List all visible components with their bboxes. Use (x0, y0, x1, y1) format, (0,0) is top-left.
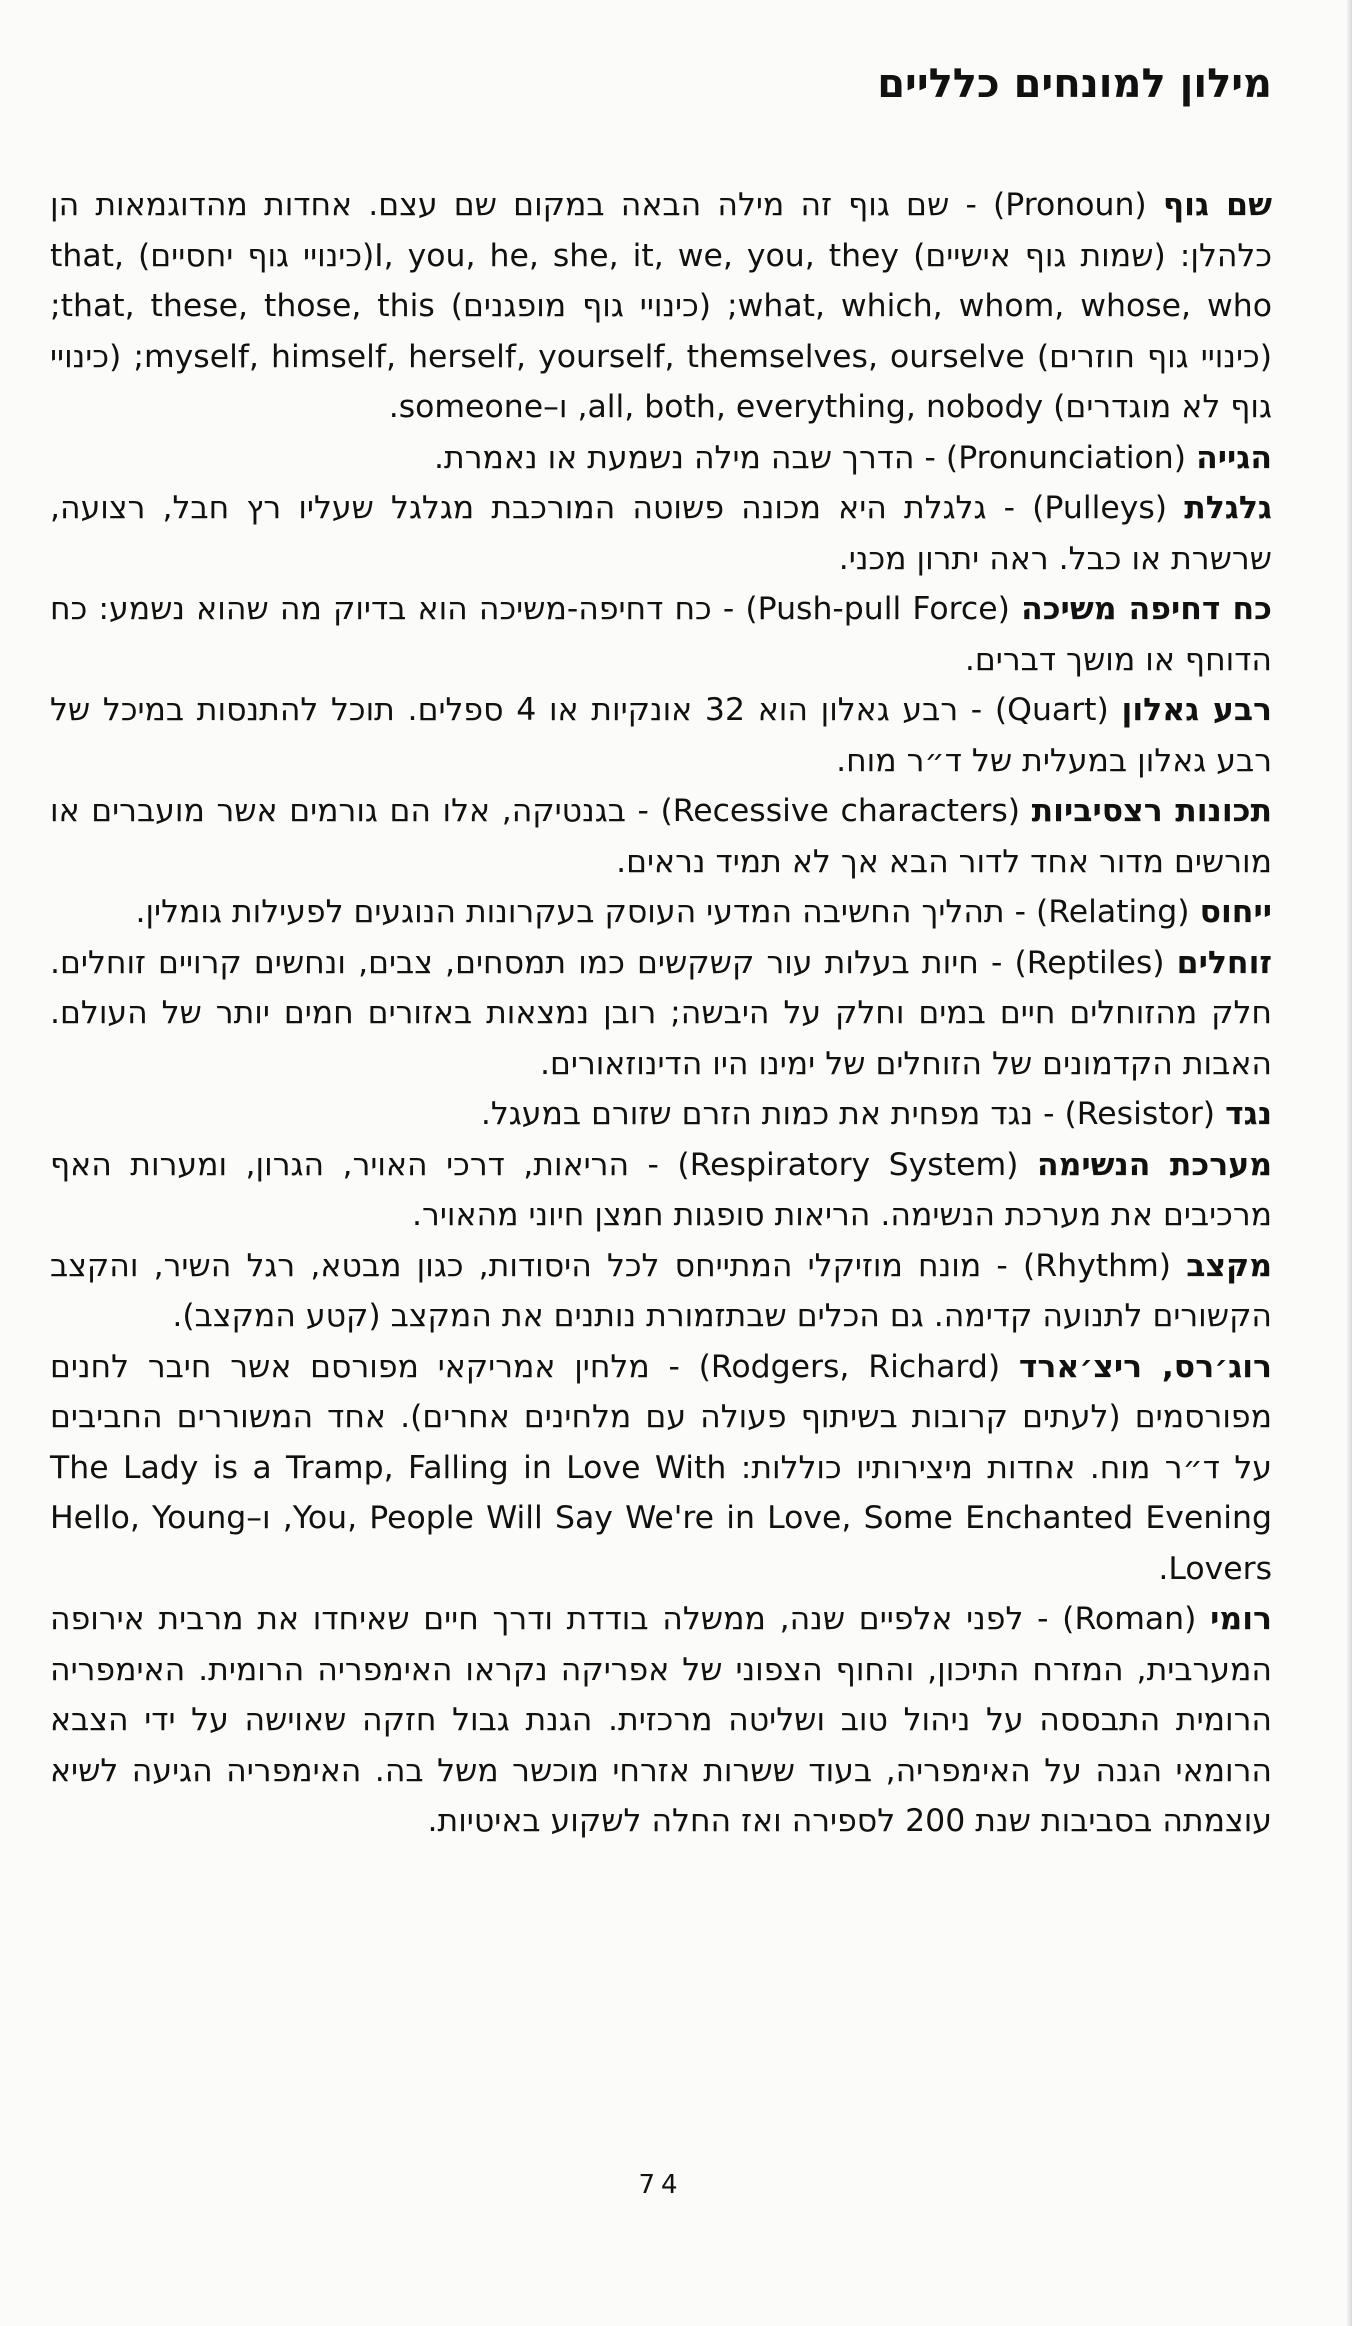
entry-term: נגד (1225, 1096, 1272, 1132)
entry-english-term: (Pronoun) (993, 187, 1147, 223)
glossary-entry (50, 180, 1272, 433)
entry-english-term: (Respiratory System) (677, 1146, 1019, 1183)
book-page (50, 60, 1272, 2280)
glossary-entry (50, 685, 1272, 786)
glossary-entry (50, 1241, 1272, 1342)
glossary-entry (50, 1594, 1272, 1847)
entry-definition: - חיות בעלות עור קשקשים כמו תמסחים, צבים, ונחשים קרויים זוחלים. חלק מהזוחלים חיים במים וחלק על היבשה; רובן נמצאות באזורים חמים יותר של העולם. האבות הקדמונים של הזוחלים של ימינו היו הדינוזאורים. (50, 944, 1272, 1082)
entry-definition: - בגנטיקה, אלו הם גורמים אשר מועברים או מורשים מדור אחד לדור הבא אך לא תמיד נראים. (50, 793, 1272, 880)
entry-term: ייחוס (1199, 894, 1272, 930)
entry-term: רומי (1210, 1601, 1273, 1637)
entry-english-term: (Recessive characters) (660, 793, 1021, 829)
entry-english-term: (Rodgers, Richard) (698, 1348, 1001, 1385)
entry-english-term: (Roman) (1062, 1601, 1197, 1637)
entry-definition: - רבע גאלון הוא 32 אונקיות או 4 ספלים. תוכל להתנסות במיכל של רבע גאלון במעלית של ד״ר מוח. (50, 692, 1272, 779)
glossary-entry (50, 887, 1272, 938)
entry-term: זוחלים (1176, 944, 1273, 981)
entry-english-term: (Pulleys) (1032, 490, 1168, 526)
entry-term: רבע גאלון (1121, 692, 1273, 728)
entry-english-term: (Push-pull Force) (745, 591, 1010, 627)
glossary-entry (50, 1140, 1272, 1241)
entry-english-term: (Rhythm) (1022, 1247, 1172, 1284)
entry-english-term: (Resistor) (1064, 1096, 1216, 1132)
entry-definition: - מלחין אמריקאי מפורסם אשר חיבר לחנים מפורסמים (לעתים קרובות בשיתוף פעולה עם מלחינים אחרים). אחד המשוררים החביבים על ד״ר מוח. אחדות מיצירותיו כוללות: The Lady is a Tramp, Falling in Love With You, People Will Say We're in Love, Some Enchanted Evening, ו–Hello, Young Lovers. (50, 1348, 1272, 1587)
entry-definition: - מונח מוזיקלי המתייחס לכל היסודות, כגון מבטא, רגל השיר, והקצב הקשורים לתנועה קדימה. גם הכלים שבתזמורת נותנים את המקצב (קטע המקצב). (50, 1247, 1272, 1334)
glossary-entry (50, 938, 1272, 1090)
entry-term: מקצב (1186, 1247, 1273, 1284)
entry-definition: - תהליך החשיבה המדעי העוסק בעקרונות הנוגעים לפעילות גומלין. (135, 894, 1036, 930)
entry-english-term: (Relating) (1036, 894, 1190, 930)
glossary-entry (50, 786, 1272, 887)
page-number: 74 (638, 2170, 684, 2200)
entry-definition: - שם גוף זה מילה הבאה במקום שם עצם. אחדות מהדוגמאות הן כלהלן: (שמות גוף אישיים) I, you, he, she, it, we, you, they(כינויי גוף יחסיים) that, what, which, whom, whose, who; (כינויי גוף מופגנים) that, these, those, this; (כינויי גוף חוזרים) myself, himself, herself, yourself, themselves, ourselve; (כינויי גוף לא מוגדרים) all, both, everything, nobody, ו–someone. (50, 187, 1272, 425)
entry-term: שם גוף (1162, 187, 1272, 223)
entry-definition: - גלגלת היא מכונה פשוטה המורכבת מגלגל שעליו רץ חבל, רצועה, שרשרת או כבל. ראה יתרון מכני. (50, 490, 1272, 577)
entry-definition: - הריאות, דרכי האויר, הגרון, ומערות האף מרכיבים את מערכת הנשימה. הריאות סופגות חמצן חיוני מהאויר. (50, 1146, 1272, 1233)
glossary-entry (50, 1342, 1272, 1595)
entry-term: גלגלת (1184, 490, 1272, 526)
entry-definition: - הדרך שבה מילה נשמעת או נאמרת. (434, 439, 946, 476)
entry-english-term: (Reptiles) (1014, 944, 1165, 981)
entry-definition: - כח דחיפה-משיכה הוא בדיוק מה שהוא נשמע: כח הדוחף או מושך דברים. (50, 591, 1272, 678)
entry-term: רוג׳רס, ריצ׳ארד (1018, 1348, 1272, 1385)
entry-term: מערכת הנשימה (1036, 1146, 1272, 1183)
entry-term: הגייה (1196, 439, 1272, 476)
glossary-entry (50, 584, 1272, 685)
entry-definition: - נגד מפחית את כמות הזרם שזורם במעגל. (480, 1096, 1065, 1132)
glossary-entry (50, 1089, 1272, 1140)
entry-term: כח דחיפה משיכה (1021, 591, 1272, 627)
glossary-entries (50, 180, 1272, 1847)
entry-definition: - לפני אלפיים שנה, ממשלה בודדת ודרך חיים שאיחדו את מרבית אירופה המערבית, המזרח התיכון, והחוף הצפוני של אפריקה נקראו האימפריה הרומית. האימפריה הרומית התבססה על ניהול טוב ושליטה מרכזית. הגנת גבול חזקה שאוישה על ידי הצבא הרומאי הגנה על האימפריה, בעוד ששרות אזרחי מוכשר משל בה. האימפריה הגיעה לשיא עוצמתה בסביבות שנת 200 לספירה ואז החלה לשקוע באיטיות. (50, 1601, 1272, 1839)
page-title: מילון למונחים כלליים (877, 61, 1272, 107)
entry-english-term: (Pronunciation) (945, 439, 1187, 476)
glossary-entry (50, 433, 1272, 484)
entry-term: תכונות רצסיביות (1031, 793, 1272, 829)
entry-english-term: (Quart) (994, 692, 1109, 728)
glossary-entry (50, 483, 1272, 584)
page-edge-shadow (1346, 0, 1352, 2326)
